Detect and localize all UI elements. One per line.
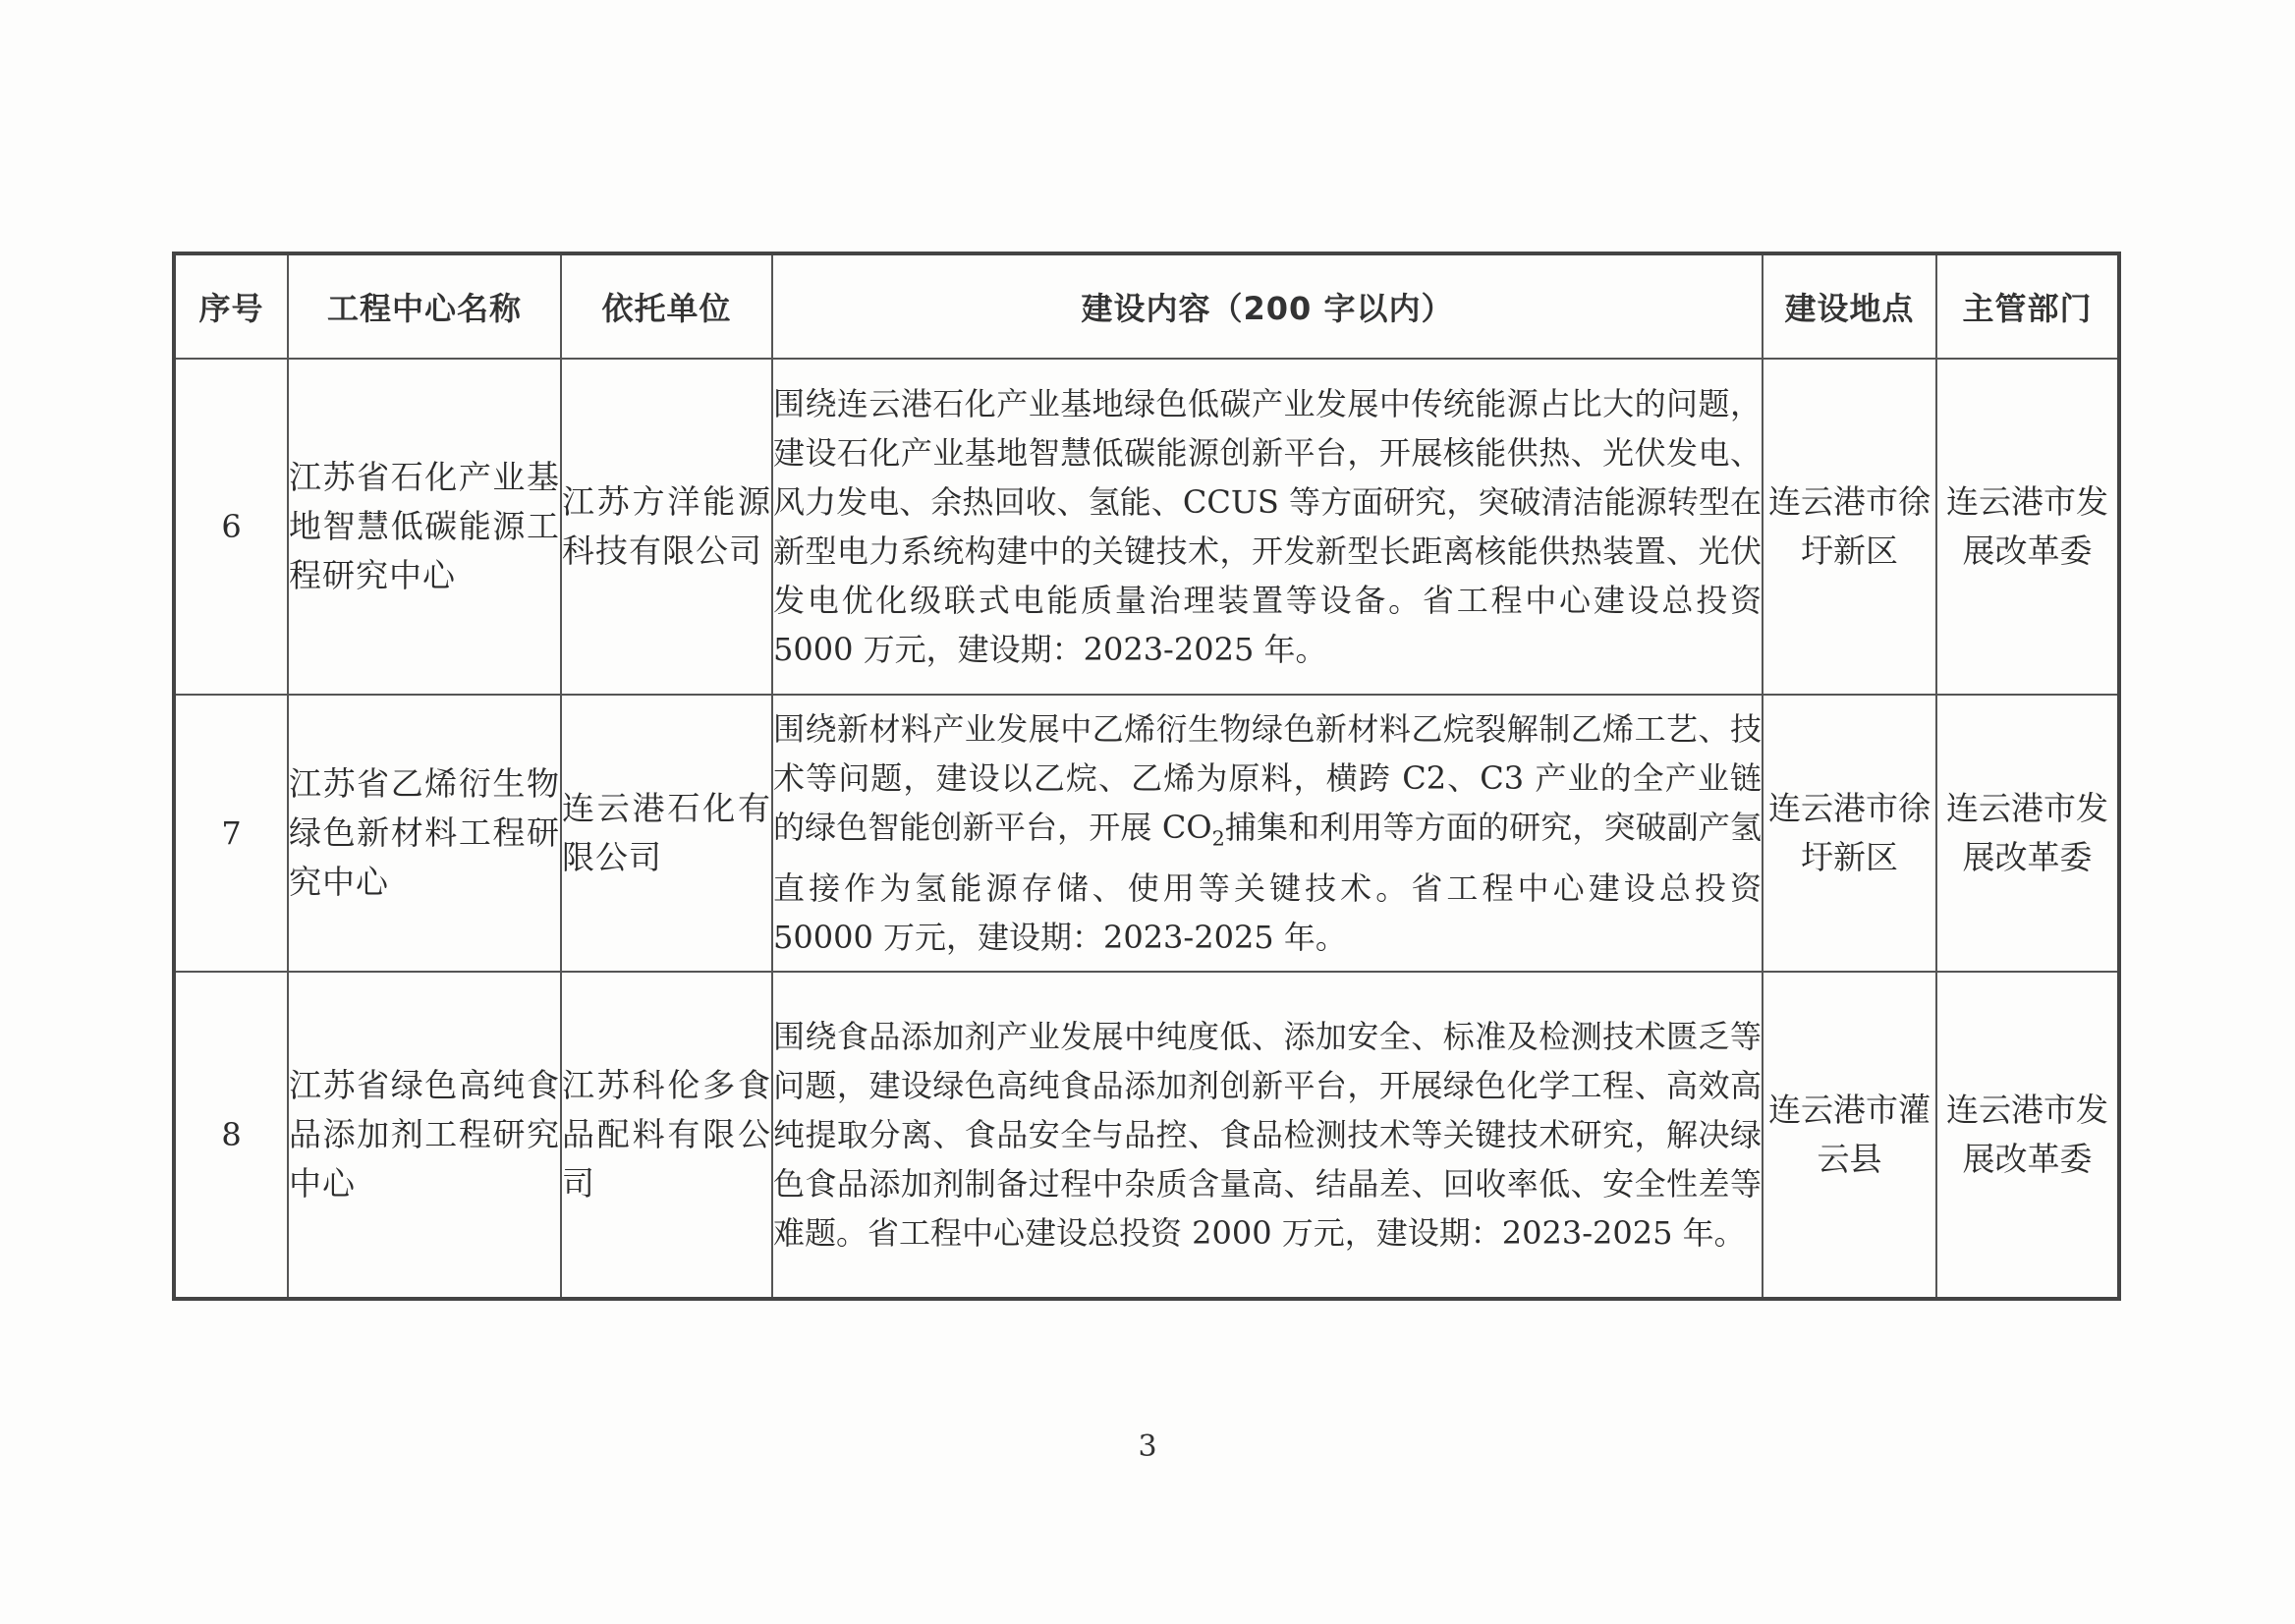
row-department: 连云港市发展改革委 xyxy=(1936,972,2119,1299)
project-table xyxy=(172,252,2121,1301)
row-center-name: 江苏省乙烯衍生物绿色新材料工程研究中心 xyxy=(288,695,561,972)
header-center-name: 工程中心名称 xyxy=(288,253,561,359)
header-host-unit: 依托单位 xyxy=(561,253,772,359)
header-department: 主管部门 xyxy=(1936,253,2119,359)
table-row xyxy=(174,359,2119,695)
row-construction-content: 围绕连云港石化产业基地绿色低碳产业发展中传统能源占比大的问题，建设石化产业基地智慧低碳能源创新平台，开展核能供热、光伏发电、风力发电、余热回收、氢能、CCUS 等方面研究，突破清洁能源转型在新型电力系统构建中的关键技术，开发新型长距离核能供热装置、光伏发电优化级联式电能质量治理装置等设备。省工程中心建设总投资 5000 万元，建设期：2023-2025 年。 xyxy=(772,359,1763,695)
row-host-unit: 江苏科伦多食品配料有限公司 xyxy=(561,972,772,1299)
row-index: 8 xyxy=(174,972,288,1299)
content-text-after: 捕集和利用等方面的研究，突破副产氢直接作为氢能源存储、使用等关键技术。省工程中心建设总投资 50000 万元，建设期：2023-2025 年。 xyxy=(773,809,1762,956)
table-row xyxy=(174,695,2119,972)
row-host-unit: 江苏方洋能源科技有限公司 xyxy=(561,359,772,695)
content-subscript: 2 xyxy=(1211,826,1225,851)
content-text-before: 围绕新材料产业发展中乙烯衍生物绿色新材料乙烷裂解制乙烯工艺、技术等问题，建设以乙烷、乙烯为原料，横跨 C2、C3 产业的全产业链的绿色智能创新平台，开展 CO xyxy=(773,710,1762,847)
row-construction-content xyxy=(772,695,1763,972)
row-department: 连云港市发展改革委 xyxy=(1936,359,2119,695)
table-header-row xyxy=(174,253,2119,359)
table-row xyxy=(174,972,2119,1299)
row-location: 连云港市灌云县 xyxy=(1763,972,1936,1299)
row-location: 连云港市徐圩新区 xyxy=(1763,359,1936,695)
row-index: 6 xyxy=(174,359,288,695)
row-construction-content: 围绕食品添加剂产业发展中纯度低、添加安全、标准及检测技术匮乏等问题，建设绿色高纯食品添加剂创新平台，开展绿色化学工程、高效高纯提取分离、食品安全与品控、食品检测技术等关键技术研究，解决绿色食品添加剂制备过程中杂质含量高、结晶差、回收率低、安全性差等难题。省工程中心建设总投资 2000 万元，建设期：2023-2025 年。 xyxy=(772,972,1763,1299)
row-index: 7 xyxy=(174,695,288,972)
row-center-name: 江苏省绿色高纯食品添加剂工程研究中心 xyxy=(288,972,561,1299)
row-department: 连云港市发展改革委 xyxy=(1936,695,2119,972)
row-center-name: 江苏省石化产业基地智慧低碳能源工程研究中心 xyxy=(288,359,561,695)
header-construction-content: 建设内容（200 字以内） xyxy=(772,253,1763,359)
header-location: 建设地点 xyxy=(1763,253,1936,359)
page-number: 3 xyxy=(1138,1429,1157,1464)
header-index: 序号 xyxy=(174,253,288,359)
row-host-unit: 连云港石化有限公司 xyxy=(561,695,772,972)
row-location: 连云港市徐圩新区 xyxy=(1763,695,1936,972)
project-table-container xyxy=(172,252,2117,1301)
